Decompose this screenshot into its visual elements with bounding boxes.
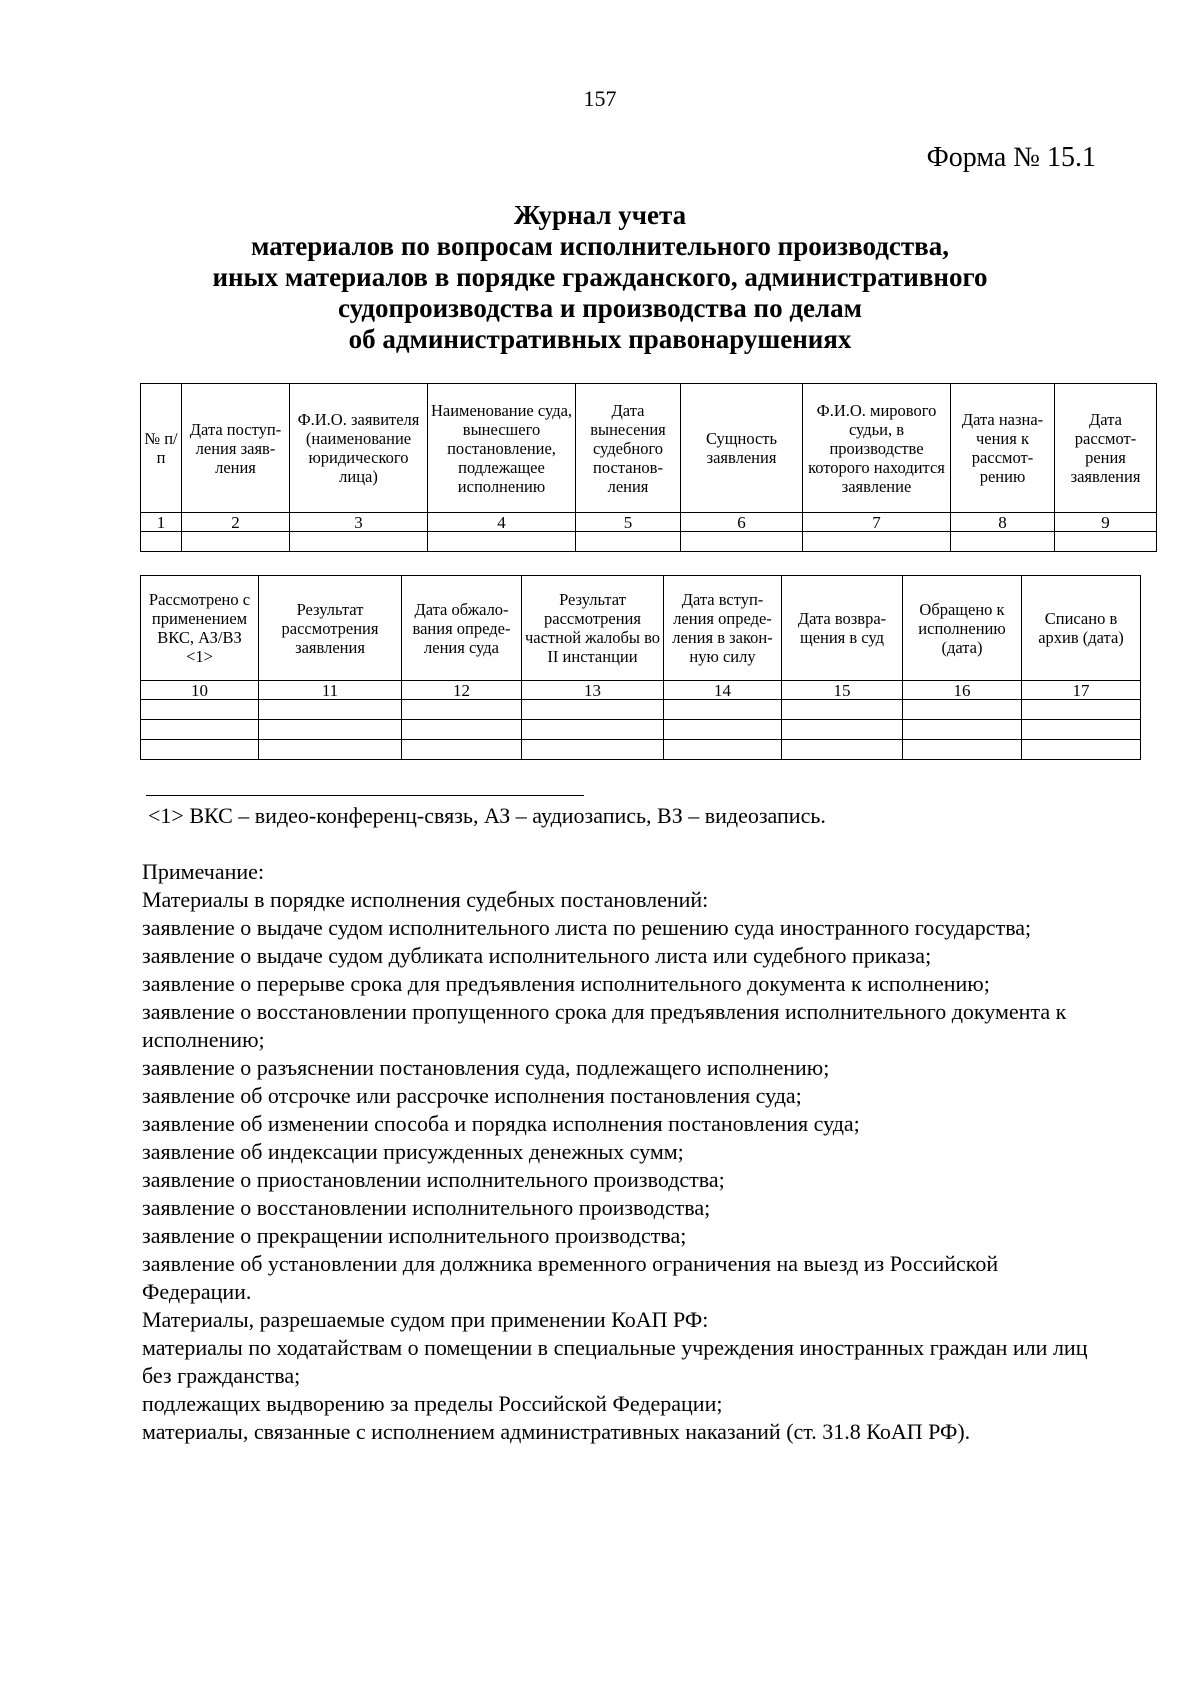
column-number: 16 [903,681,1022,700]
note-line: материалы по ходатайствам о помещении в специальные учреждения иностранных граждан или лиц без гражданства; [142,1335,1088,1388]
page-number: 157 [583,86,617,111]
table-header-row [141,384,1157,513]
table-row [141,720,1141,740]
journal-table-part-2 [140,575,1141,760]
table-cell [428,532,576,552]
table-cell [522,720,664,740]
table-cell [681,532,803,552]
column-number-row [141,681,1141,700]
column-header: Дата назна- чения к рассмот- рению [951,384,1055,513]
table-cell [522,740,664,760]
note-line: заявление об установлении для должника временного ограничения на выезд из Российской Федерации. [142,1251,999,1304]
column-header: Наименование суда, вынесшего постановление, подлежащее исполнению [428,384,576,513]
column-number: 3 [290,513,428,532]
note-line: заявление об отсрочке или рассрочке исполнения постановления суда; [142,1083,802,1108]
table-cell [141,720,259,740]
title-line: иных материалов в порядке гражданского, административного [212,262,988,292]
table-cell [402,740,522,760]
column-number: 6 [681,513,803,532]
column-number: 2 [182,513,290,532]
table-cell [1022,700,1141,720]
column-header: Сущность заявления [681,384,803,513]
table-cell [664,700,782,720]
table-cell [576,532,681,552]
column-header: Дата вступ- ления опреде- ления в закон- ную силу [664,576,782,681]
note-line: заявление о восстановлении пропущенного срока для предъявления исполнительного документа к исполнению; [142,999,1067,1052]
column-header: Результат рассмотрения заявления [259,576,402,681]
column-header: Списано в архив (дата) [1022,576,1141,681]
note-line: Материалы, разрешаемые судом при применении КоАП РФ: [142,1307,709,1332]
note-line: Материалы в порядке исполнения судебных постановлений: [142,887,709,912]
title-line: судопроизводства и производства по делам [337,293,863,323]
table-cell [402,720,522,740]
table-cell [259,700,402,720]
column-number: 8 [951,513,1055,532]
column-header: Результат рассмотрения частной жалобы во II инстанции [522,576,664,681]
note-line: заявление о прекращении исполнительного производства; [142,1223,687,1248]
table-cell [522,700,664,720]
column-header: Дата возвра- щения в суд [782,576,903,681]
column-number: 4 [428,513,576,532]
note-line: заявление об индексации присужденных денежных сумм; [142,1139,684,1164]
table-cell [903,720,1022,740]
column-number: 12 [402,681,522,700]
table-cell [1055,532,1157,552]
column-number: 7 [803,513,951,532]
note-line: заявление о разъяснении постановления суда, подлежащего исполнению; [142,1055,830,1080]
table-cell [141,532,182,552]
note-line: заявление о выдаче судом дубликата исполнительного листа или судебного приказа; [142,943,932,968]
table-cell [259,720,402,740]
table-cell [803,532,951,552]
note-line: заявление об изменении способа и порядка исполнения постановления суда; [142,1111,860,1136]
column-header: Ф.И.О. заявителя (наименование юридического лица) [290,384,428,513]
note-line: заявление о выдаче судом исполнительного листа по решению суда иностранного государства; [142,915,1032,940]
column-number: 13 [522,681,664,700]
column-header: Рассмотрено с применением ВКС, АЗ/ВЗ <1> [141,576,259,681]
column-number: 15 [782,681,903,700]
note-line: заявление о восстановлении исполнительного производства; [142,1195,711,1220]
table-cell [903,740,1022,760]
document-title [0,200,1200,355]
form-number: Форма № 15.1 [926,142,1096,173]
column-number: 10 [141,681,259,700]
table-cell [1022,720,1141,740]
table-cell [664,720,782,740]
title-line: материалов по вопросам исполнительного производства, [250,231,949,261]
column-number: 14 [664,681,782,700]
footnote-divider [146,795,584,796]
table-row [141,700,1141,720]
table-row [141,740,1141,760]
note-line: подлежащих выдворению за пределы Российской Федерации; [142,1391,723,1416]
column-number: 1 [141,513,182,532]
table-header-row [141,576,1141,681]
title-line: об административных правонарушениях [348,324,852,354]
table-cell [1022,740,1141,760]
column-header: Ф.И.О. мирового судьи, в производстве которого находится заявление [803,384,951,513]
note-line: материалы, связанные с исполнением административных наказаний (ст. 31.8 КоАП РФ). [142,1419,971,1444]
column-header: Обращено к исполнению (дата) [903,576,1022,681]
table-cell [664,740,782,760]
table-cell [402,700,522,720]
note-line: заявление о приостановлении исполнительного производства; [142,1167,725,1192]
column-header: Дата рассмот- рения заявления [1055,384,1157,513]
table-cell [951,532,1055,552]
table-cell [141,700,259,720]
column-header: Дата обжало- вания опреде- ления суда [402,576,522,681]
note-heading: Примечание: [142,859,265,884]
table-cell [782,740,903,760]
column-number: 17 [1022,681,1141,700]
table-cell [782,720,903,740]
table-cell [182,532,290,552]
column-number: 11 [259,681,402,700]
table-row [141,532,1157,552]
column-number: 9 [1055,513,1157,532]
table-cell [903,700,1022,720]
column-header: Дата поступ- ления заяв- ления [182,384,290,513]
title-line: Журнал учета [513,200,687,230]
table-cell [290,532,428,552]
column-number: 5 [576,513,681,532]
notes-section [142,858,1102,1446]
table-cell [141,740,259,760]
column-header: № п/п [141,384,182,513]
footnote: <1> ВКС – видео-конференц-связь, АЗ – аудиозапись, ВЗ – видеозапись. [148,803,826,828]
column-header: Дата вынесения судебного постанов- ления [576,384,681,513]
journal-table-part-1 [140,383,1157,552]
column-number-row [141,513,1157,532]
table-cell [782,700,903,720]
table-cell [259,740,402,760]
note-line: заявление о перерыве срока для предъявления исполнительного документа к исполнению; [142,971,990,996]
